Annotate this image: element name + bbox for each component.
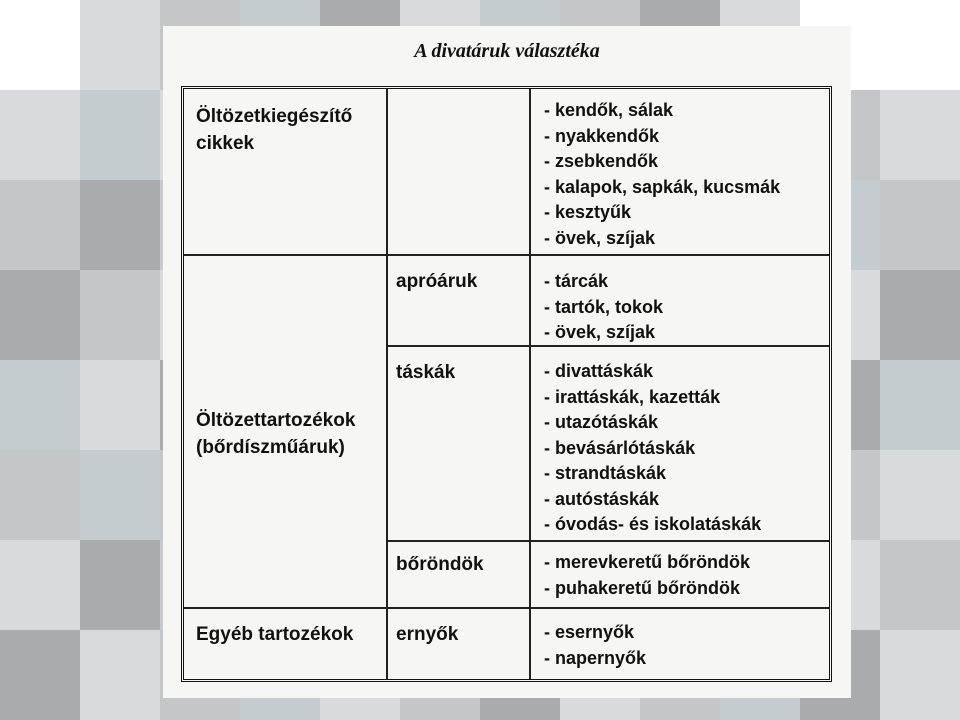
column-divider-2 <box>529 89 531 679</box>
background-tile <box>880 540 960 630</box>
background-tile <box>880 630 960 720</box>
background-tile <box>80 540 160 630</box>
item-list-taskak <box>544 359 761 538</box>
background-tile <box>880 450 960 540</box>
list-item: - övek, szíjak <box>544 226 780 252</box>
list-item: - puhakeretű bőröndök <box>544 576 750 602</box>
background-tile <box>0 630 80 720</box>
background-tile <box>80 630 160 720</box>
category-cell-3: Egyéb tartozékok <box>196 624 354 645</box>
list-item: - autóstáskák <box>544 487 761 513</box>
background-tile <box>880 180 960 270</box>
list-item: - kendők, sálak <box>544 98 780 124</box>
list-item: - esernyők <box>544 620 646 646</box>
category-line: Öltözetkiegészítő <box>196 106 353 127</box>
page-title: A divatáruk választéka <box>414 40 600 62</box>
background-tile <box>0 90 80 180</box>
item-list-3 <box>544 620 646 671</box>
list-item: - zsebkendők <box>544 149 780 175</box>
list-item: - merevkeretű bőröndök <box>544 550 750 576</box>
list-item: - kalapok, sapkák, kucsmák <box>544 175 780 201</box>
list-item: - tartók, tokok <box>544 295 663 321</box>
category-line: (bőrdíszműáruk) <box>196 437 345 458</box>
category-cell-1 <box>196 103 352 157</box>
item-list-apro <box>544 269 663 346</box>
scanned-page <box>163 26 851 698</box>
category-line: Öltözettartozékok <box>196 410 356 431</box>
background-tile <box>880 270 960 360</box>
background-tile <box>880 360 960 450</box>
background-tile <box>0 180 80 270</box>
list-item: - strandtáskák <box>544 461 761 487</box>
list-item: - óvodás- és iskolatáskák <box>544 512 761 538</box>
list-item: - divattáskák <box>544 359 761 385</box>
background-tile <box>0 450 80 540</box>
row-divider-4 <box>184 607 829 609</box>
list-item: - kesztyűk <box>544 200 780 226</box>
background-tile <box>80 450 160 540</box>
subcategory-taskak: táskák <box>396 362 456 383</box>
category-cell-2 <box>196 407 355 461</box>
row-divider-1 <box>184 254 829 256</box>
column-divider-1 <box>386 89 388 679</box>
background-tile <box>0 540 80 630</box>
item-list-1 <box>544 98 780 251</box>
background-tile <box>80 180 160 270</box>
list-item: - tárcák <box>544 269 663 295</box>
row-divider-3 <box>386 540 829 542</box>
subcategory-apro: apróáruk <box>396 271 478 292</box>
list-item: - övek, szíjak <box>544 320 663 346</box>
background-tile <box>880 90 960 180</box>
subcategory-cell-3: ernyők <box>396 624 459 645</box>
item-list-borondok <box>544 550 750 601</box>
subcategory-borondok: bőröndök <box>396 554 484 575</box>
background-tile <box>0 360 80 450</box>
background-tile <box>80 360 160 450</box>
list-item: - irattáskák, kazetták <box>544 385 761 411</box>
background-tile <box>80 0 160 90</box>
list-item: - bevásárlótáskák <box>544 436 761 462</box>
background-tile <box>80 270 160 360</box>
list-item: - nyakkendők <box>544 124 780 150</box>
list-item: - napernyők <box>544 646 646 672</box>
assortment-table <box>181 86 832 682</box>
background-tile <box>80 90 160 180</box>
list-item: - utazótáskák <box>544 410 761 436</box>
category-line: cikkek <box>196 133 255 154</box>
background-tile <box>0 270 80 360</box>
